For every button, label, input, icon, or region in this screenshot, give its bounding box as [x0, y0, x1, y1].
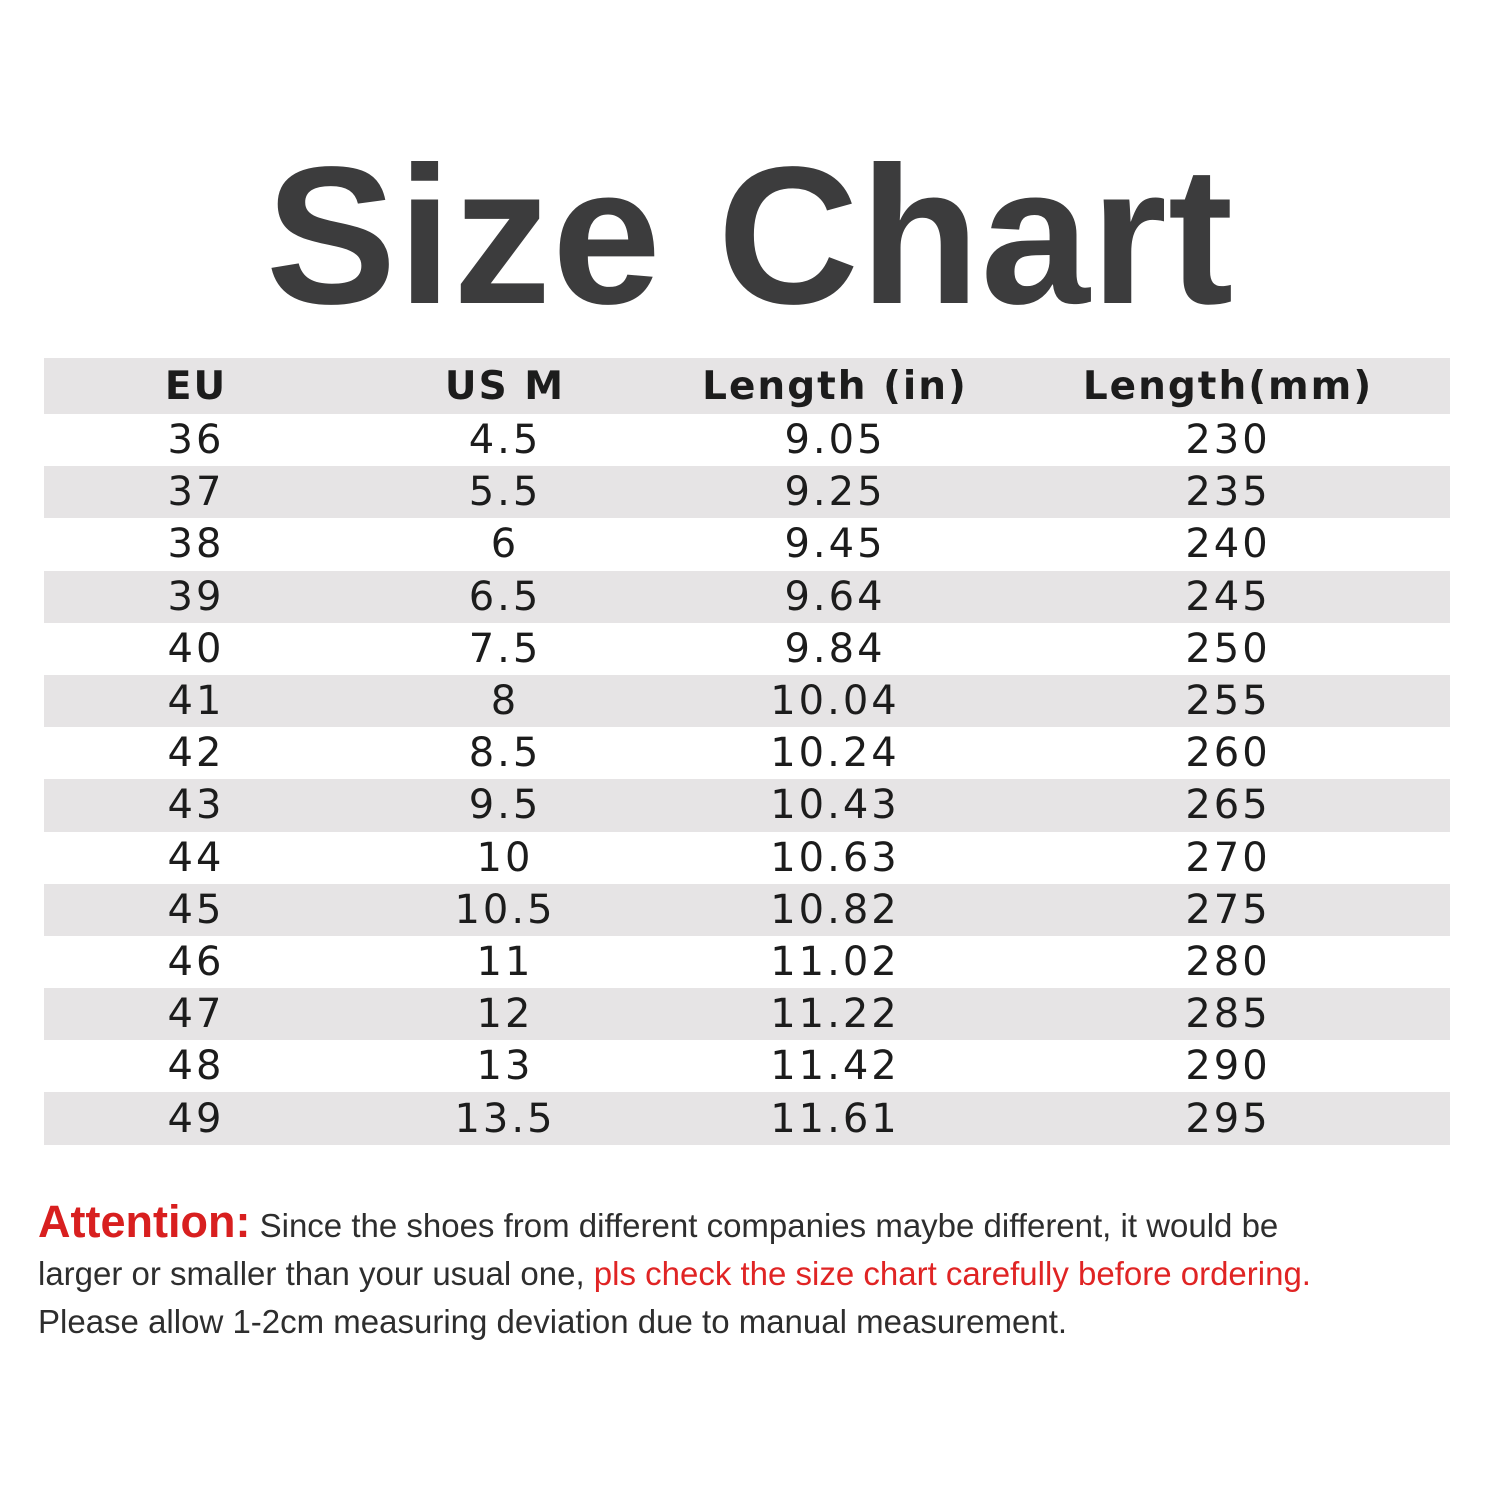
- us-m-cell: 5.5: [468, 469, 542, 516]
- us-m-cell: 8: [490, 678, 520, 725]
- length-in-cell: 11.02: [770, 938, 900, 985]
- length-mm-cell: 235: [1185, 469, 1271, 516]
- us-m-cell: 6.5: [468, 573, 542, 620]
- table-row: [44, 675, 1450, 727]
- eu-cell: 44: [167, 834, 225, 881]
- table-row: [44, 884, 1450, 936]
- length-mm-cell: 285: [1185, 991, 1271, 1038]
- header-cell-length-in: Length (in): [702, 363, 968, 409]
- us-m-cell: 7.5: [468, 625, 542, 672]
- length-mm-cell: 295: [1185, 1095, 1271, 1142]
- table-row: [44, 727, 1450, 779]
- length-in-cell: 9.45: [784, 521, 886, 568]
- length-mm-cell: 280: [1185, 938, 1271, 985]
- notice-text-3: Please allow 1-2cm measuring deviation due to manual measurement.: [38, 1303, 1068, 1340]
- table-header-row: [44, 358, 1450, 414]
- length-mm-cell: 245: [1185, 573, 1271, 620]
- eu-cell: 37: [167, 469, 225, 516]
- header-cell-eu: EU: [164, 363, 228, 409]
- length-mm-cell: 290: [1185, 1043, 1271, 1090]
- table-row: [44, 623, 1450, 675]
- table-row: [44, 414, 1450, 466]
- length-mm-cell: 255: [1185, 678, 1271, 725]
- size-table: [44, 358, 1450, 1145]
- eu-cell: 49: [167, 1095, 225, 1142]
- length-mm-cell: 240: [1185, 521, 1271, 568]
- eu-cell: 43: [167, 782, 225, 829]
- notice-line-1: [38, 1198, 1468, 1250]
- length-in-cell: 11.42: [770, 1043, 900, 1090]
- length-in-cell: 9.84: [784, 625, 886, 672]
- us-m-cell: 13: [476, 1043, 534, 1090]
- attention-notice: [38, 1198, 1468, 1346]
- table-row: [44, 832, 1450, 884]
- us-m-cell: 10: [476, 834, 534, 881]
- eu-cell: 47: [167, 991, 225, 1038]
- us-m-cell: 11: [476, 938, 534, 985]
- eu-cell: 36: [167, 417, 225, 464]
- notice-text-2: larger or smaller than your usual one,: [38, 1255, 594, 1292]
- table-row: [44, 1040, 1450, 1092]
- page-title: Size Chart: [265, 126, 1235, 345]
- us-m-cell: 8.5: [468, 730, 542, 777]
- eu-cell: 48: [167, 1043, 225, 1090]
- notice-line-2: [38, 1250, 1468, 1298]
- attention-label: Attention:: [38, 1196, 251, 1247]
- eu-cell: 41: [167, 678, 225, 725]
- length-in-cell: 11.22: [770, 991, 900, 1038]
- length-in-cell: 10.04: [770, 678, 900, 725]
- table-row: [44, 779, 1450, 831]
- length-in-cell: 10.82: [770, 886, 900, 933]
- length-mm-cell: 265: [1185, 782, 1271, 829]
- length-mm-cell: 260: [1185, 730, 1271, 777]
- us-m-cell: 4.5: [468, 417, 542, 464]
- eu-cell: 39: [167, 573, 225, 620]
- notice-line-3: [38, 1298, 1468, 1346]
- us-m-cell: 12: [476, 991, 534, 1038]
- header-cell-length-mm: Length(mm): [1082, 363, 1374, 409]
- length-mm-cell: 230: [1185, 417, 1271, 464]
- length-in-cell: 9.64: [784, 573, 886, 620]
- us-m-cell: 10.5: [454, 886, 556, 933]
- length-mm-cell: 270: [1185, 834, 1271, 881]
- length-mm-cell: 250: [1185, 625, 1271, 672]
- eu-cell: 45: [167, 886, 225, 933]
- table-row: [44, 988, 1450, 1040]
- table-row: [44, 518, 1450, 570]
- table-row: [44, 1092, 1450, 1144]
- us-m-cell: 6: [490, 521, 520, 568]
- notice-warning-text: pls check the size chart carefully before ordering.: [593, 1255, 1311, 1292]
- eu-cell: 38: [167, 521, 225, 568]
- length-in-cell: 10.24: [770, 730, 900, 777]
- table-row: [44, 571, 1450, 623]
- length-in-cell: 10.43: [770, 782, 900, 829]
- us-m-cell: 9.5: [468, 782, 542, 829]
- eu-cell: 40: [167, 625, 225, 672]
- eu-cell: 42: [167, 730, 225, 777]
- length-in-cell: 11.61: [770, 1095, 900, 1142]
- notice-text-1: Since the shoes from different companies maybe different, it would be: [250, 1207, 1279, 1244]
- length-in-cell: 10.63: [770, 834, 900, 881]
- length-in-cell: 9.05: [784, 417, 886, 464]
- header-cell-us-m: US M: [444, 363, 566, 409]
- table-row: [44, 936, 1450, 988]
- us-m-cell: 13.5: [454, 1095, 556, 1142]
- length-in-cell: 9.25: [784, 469, 886, 516]
- eu-cell: 46: [167, 938, 225, 985]
- length-mm-cell: 275: [1185, 886, 1271, 933]
- table-row: [44, 466, 1450, 518]
